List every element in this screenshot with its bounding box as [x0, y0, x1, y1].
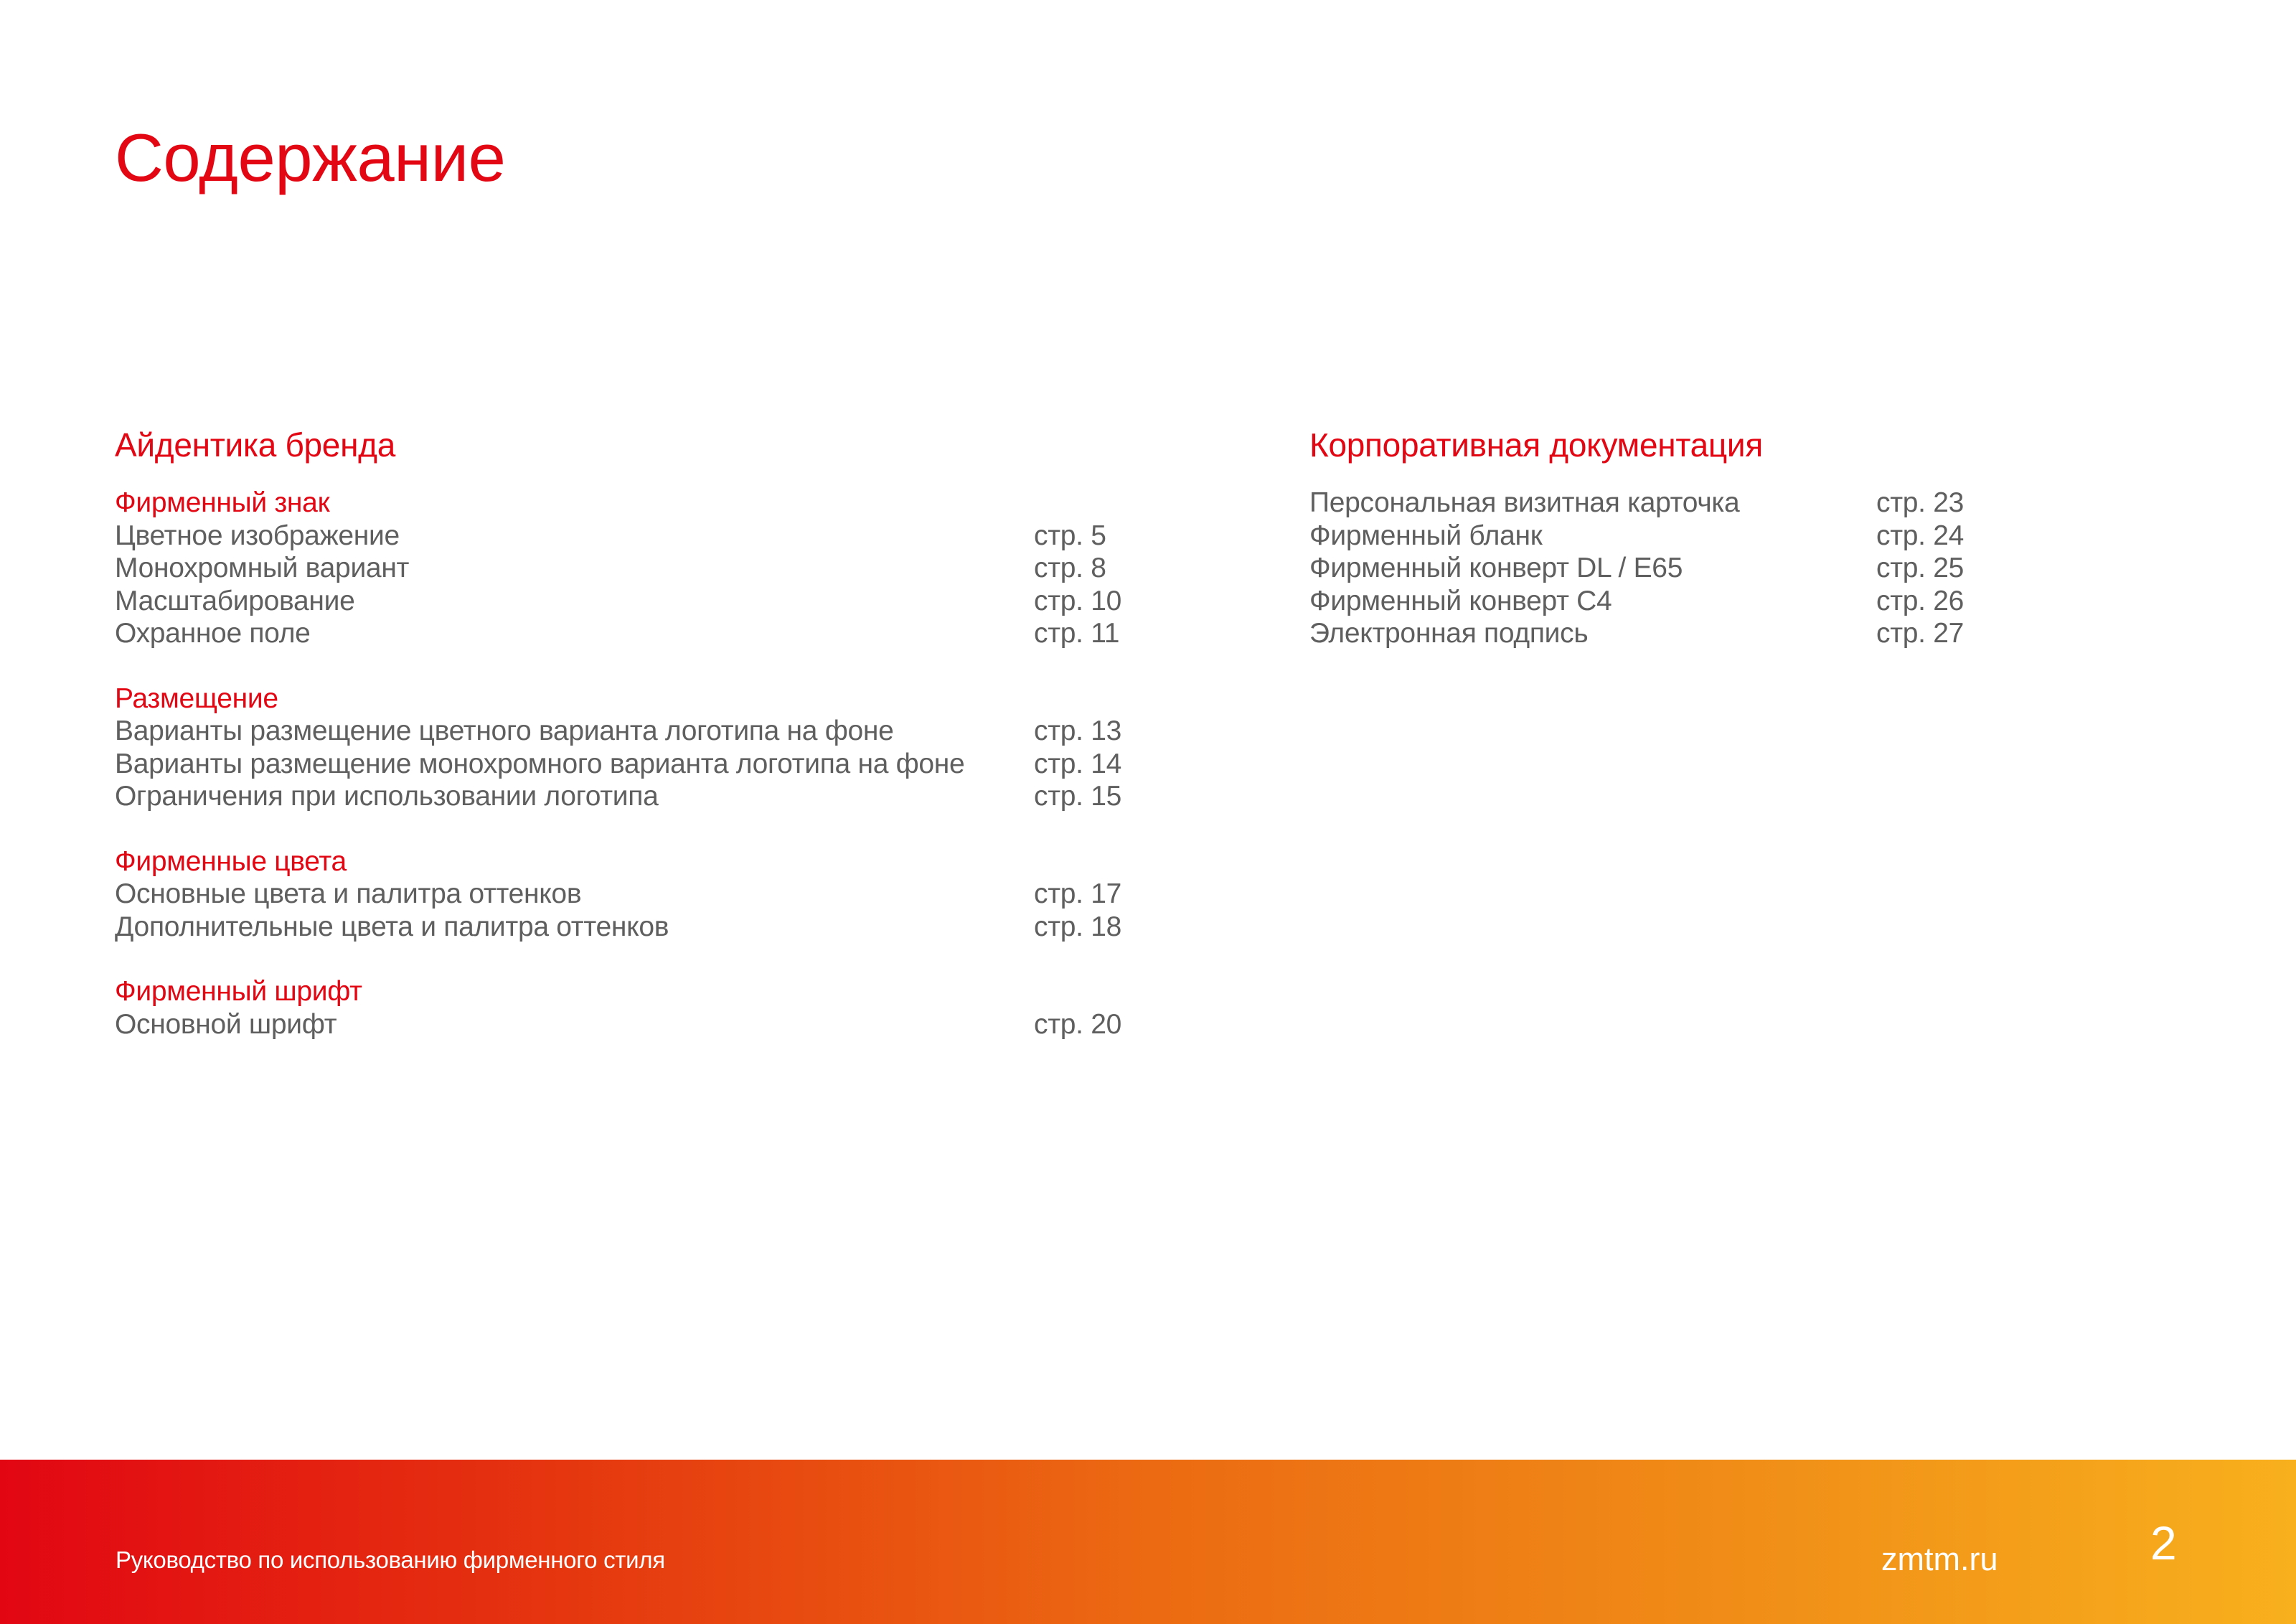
- toc-item-page: стр. 23: [1876, 487, 1965, 518]
- toc-section-brand-colors: [115, 845, 1134, 944]
- toc-item-label: Дополнительные цвета и палитра оттенков: [115, 911, 669, 942]
- toc-item[interactable]: [115, 585, 1134, 618]
- toc-item[interactable]: [115, 911, 1134, 944]
- toc-section-placement: [115, 682, 1134, 813]
- toc-column-brand-identity: [115, 422, 1134, 1073]
- toc-item[interactable]: [115, 878, 1134, 911]
- toc-item[interactable]: [115, 552, 1134, 585]
- toc-item-page: стр. 14: [1034, 748, 1122, 779]
- footer-page-number: 2: [2150, 1516, 2177, 1569]
- page-title: Содержание: [115, 120, 506, 195]
- toc-item-page: стр. 20: [1034, 1008, 1122, 1040]
- footer-document-title: Руководство по использованию фирменного стиля: [116, 1546, 665, 1573]
- toc-item-page: стр. 18: [1034, 911, 1122, 942]
- toc-item-label: Цветное изображение: [115, 520, 400, 551]
- toc-item[interactable]: [1309, 552, 2027, 585]
- toc-item-label: Фирменный конверт DL / E65: [1309, 553, 1683, 583]
- column-heading: Корпоративная документация: [1309, 426, 1763, 464]
- toc-item-label: Монохромный вариант: [115, 553, 410, 583]
- toc-item-label: Основные цвета и палитра оттенков: [115, 878, 582, 909]
- toc-item-page: стр. 8: [1034, 553, 1106, 583]
- toc-section-brand-mark: [115, 487, 1134, 650]
- toc-section-brand-font: [115, 975, 1134, 1041]
- toc-item-label: Варианты размещение цветного варианта логотипа на фоне: [115, 715, 894, 746]
- toc-item-page: стр. 24: [1876, 520, 1965, 551]
- toc-column-corporate-docs: [1309, 422, 2027, 682]
- toc-item[interactable]: [115, 748, 1134, 781]
- toc-section-title[interactable]: Фирменные цвета: [115, 845, 347, 877]
- toc-section-corporate-docs: [1309, 487, 2027, 650]
- toc-item[interactable]: [115, 715, 1134, 748]
- toc-item-label: Охранное поле: [115, 618, 311, 649]
- toc-section-title[interactable]: Фирменный шрифт: [115, 976, 362, 1007]
- toc-item-label: Варианты размещение монохромного варианта логотипа на фоне: [115, 748, 965, 779]
- toc-item-page: стр. 26: [1876, 585, 1965, 616]
- toc-item-page: стр. 27: [1876, 618, 1965, 649]
- column-heading: Айдентика бренда: [115, 426, 396, 464]
- toc-section-title[interactable]: Размещение: [115, 682, 278, 714]
- toc-item-label: Фирменный конверт C4: [1309, 585, 1612, 616]
- footer-bar: [0, 1460, 2296, 1624]
- toc-item[interactable]: [1309, 617, 2027, 650]
- footer-website-link[interactable]: zmtm.ru: [1881, 1541, 1998, 1577]
- toc-item-page: стр. 11: [1034, 618, 1120, 649]
- toc-item[interactable]: [115, 617, 1134, 650]
- toc-item-page: стр. 13: [1034, 715, 1122, 746]
- toc-item[interactable]: [1309, 487, 2027, 520]
- toc-item-page: стр. 17: [1034, 878, 1122, 909]
- toc-item-label: Электронная подпись: [1309, 618, 1589, 649]
- toc-item[interactable]: [115, 520, 1134, 553]
- toc-item-page: стр. 10: [1034, 585, 1122, 616]
- toc-section-title[interactable]: Фирменный знак: [115, 487, 330, 518]
- toc-item[interactable]: [1309, 520, 2027, 553]
- toc-item-label: Персональная визитная карточка: [1309, 487, 1740, 518]
- toc-item[interactable]: [115, 780, 1134, 813]
- toc-item-label: Ограничения при использовании логотипа: [115, 781, 659, 812]
- toc-item-page: стр. 5: [1034, 520, 1106, 551]
- toc-item-label: Основной шрифт: [115, 1008, 337, 1040]
- toc-item-label: Фирменный бланк: [1309, 520, 1543, 551]
- toc-item[interactable]: [1309, 585, 2027, 618]
- toc-item[interactable]: [115, 1008, 1134, 1041]
- toc-item-label: Масштабирование: [115, 585, 355, 616]
- toc-item-page: стр. 15: [1034, 781, 1122, 812]
- toc-item-page: стр. 25: [1876, 553, 1965, 583]
